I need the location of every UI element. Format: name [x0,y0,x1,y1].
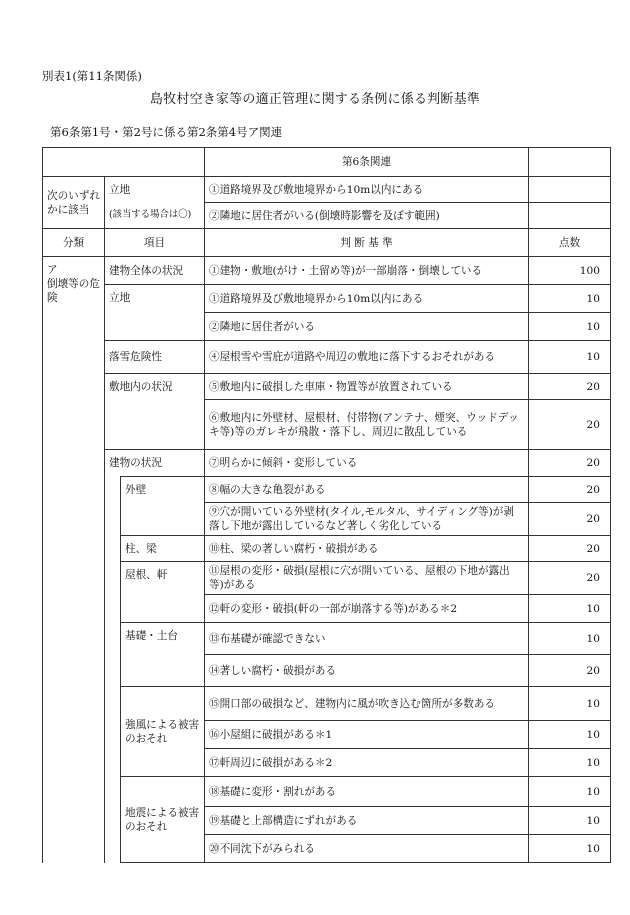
applicability-row [43,203,611,229]
points-cell: 10 [529,687,611,721]
item-cell: 強風による被害のおそれ [121,687,205,777]
table-row [43,374,611,400]
table-row [43,562,611,595]
criteria-cell: ④屋根雪や雪庇が道路や周辺の敷地に落下するおそれがある [205,341,529,374]
criteria-cell: ⑭著しい腐朽・破損がある [205,655,529,687]
column-class: 分類 [43,229,105,257]
blank-cell [529,177,611,203]
points-cell: 10 [529,807,611,835]
criteria-table [42,147,611,863]
applicability-item: ②隣地に居住者がいる(倒壊時影響を及ぼす範囲) [205,203,529,229]
document-subtitle: 第6条第1号・第2号に係る第2条第4号ア関連 [50,125,283,139]
table-row [43,450,611,477]
criteria-cell: ⑮開口部の破損など、建物内に風が吹き込む箇所が多数ある [205,687,529,721]
points-cell: 100 [529,257,611,285]
criteria-cell: ⑥敷地内に外壁材、屋根材、付帯物(アンテナ、煙突、ウッドデッキ等)等のガレキが飛散・落下し、周辺に散乱している [205,400,529,450]
criteria-cell: ⑩柱、梁の著しい腐朽・破損がある [205,536,529,562]
table-header-row [43,148,611,177]
table-row [43,623,611,655]
criteria-cell: ⑰軒周辺に破損がある＊2 [205,749,529,777]
criteria-cell: ⑪屋根の変形・破損(屋根に穴が開いている、屋根の下地が露出等)がある [205,562,529,595]
criteria-cell: ⑬布基礎が確認できない [205,623,529,655]
points-cell: 20 [529,503,611,536]
applicability-note: (該当する場合は〇) [105,203,205,229]
points-cell: 10 [529,623,611,655]
item-cell: 建物全体の状況 [105,257,205,285]
table-row [43,341,611,374]
points-cell: 10 [529,721,611,749]
applicability-category: 立地 [105,177,205,203]
criteria-cell: ⑫軒の変形・破損(軒の一部が崩落する等)がある＊2 [205,595,529,623]
blank-cell [43,148,205,177]
table-row [43,257,611,285]
criteria-cell: ①建物・敷地(がけ・土留め等)が一部崩落・倒壊している [205,257,529,285]
column-points: 点数 [529,229,611,257]
points-cell: 20 [529,400,611,450]
points-cell: 10 [529,835,611,863]
points-cell: 10 [529,749,611,777]
criteria-cell: ⑯小屋組に破損がある＊1 [205,721,529,749]
criteria-cell: ⑱基礎に変形・割れがある [205,777,529,807]
points-cell: 20 [529,450,611,477]
criteria-cell: ①道路境界及び敷地境界から10m以内にある [205,285,529,313]
item-cell: 地震による被害のおそれ [121,777,205,863]
table-row [43,777,611,807]
table-row [43,536,611,562]
column-header-row [43,229,611,257]
document-title: 島牧村空き家等の適正管理に関する条例に係る判断基準 [149,92,480,107]
points-cell: 10 [529,285,611,313]
criteria-cell: ⑨穴が開いている外壁材(タイル,モルタル、サイディング等)が剥落し下地が露出しているなど著しく劣化している [205,503,529,536]
classification-cell: ア 倒壊等の危険 [43,257,105,863]
points-cell: 10 [529,341,611,374]
item-cell: 立地 [105,285,205,341]
criteria-cell: ⑳不同沈下がみられる [205,835,529,863]
article-header: 第6条関連 [205,148,529,177]
applicability-item: ①道路境界及び敷地境界から10m以内にある [205,177,529,203]
table-row [43,477,611,503]
item-cell: 外壁 [121,477,205,536]
points-cell: 10 [529,777,611,807]
criteria-cell: ②隣地に居住者がいる [205,313,529,341]
item-cell: 落雪危険性 [105,341,205,374]
points-cell: 20 [529,536,611,562]
points-cell: 20 [529,655,611,687]
item-cell: 基礎・土台 [121,623,205,687]
criteria-cell: ⑲基礎と上部構造にずれがある [205,807,529,835]
criteria-cell: ⑤敷地内に破損した車庫・物置等が放置されている [205,374,529,400]
blank-cell [529,148,611,177]
item-cell: 屋根、軒 [121,562,205,623]
item-cell: 柱、梁 [121,536,205,562]
blank-cell [529,203,611,229]
item-cell: 建物の状況 [105,450,205,477]
points-cell: 10 [529,313,611,341]
column-item: 項目 [105,229,205,257]
applicability-row [43,177,611,203]
points-cell: 20 [529,477,611,503]
points-cell: 20 [529,562,611,595]
item-cell: 敷地内の状況 [105,374,205,450]
column-criteria: 判 断 基 準 [205,229,529,257]
criteria-cell: ⑦明らかに傾斜・変形している [205,450,529,477]
table-row [43,285,611,313]
applicability-label: 次のいずれかに該当 [43,177,105,229]
indent-cell [105,477,121,863]
appendix-label: 別表1(第11条関係) [42,69,142,83]
table-row [43,687,611,721]
criteria-cell: ⑧幅の大きな亀裂がある [205,477,529,503]
points-cell: 20 [529,374,611,400]
points-cell: 10 [529,595,611,623]
